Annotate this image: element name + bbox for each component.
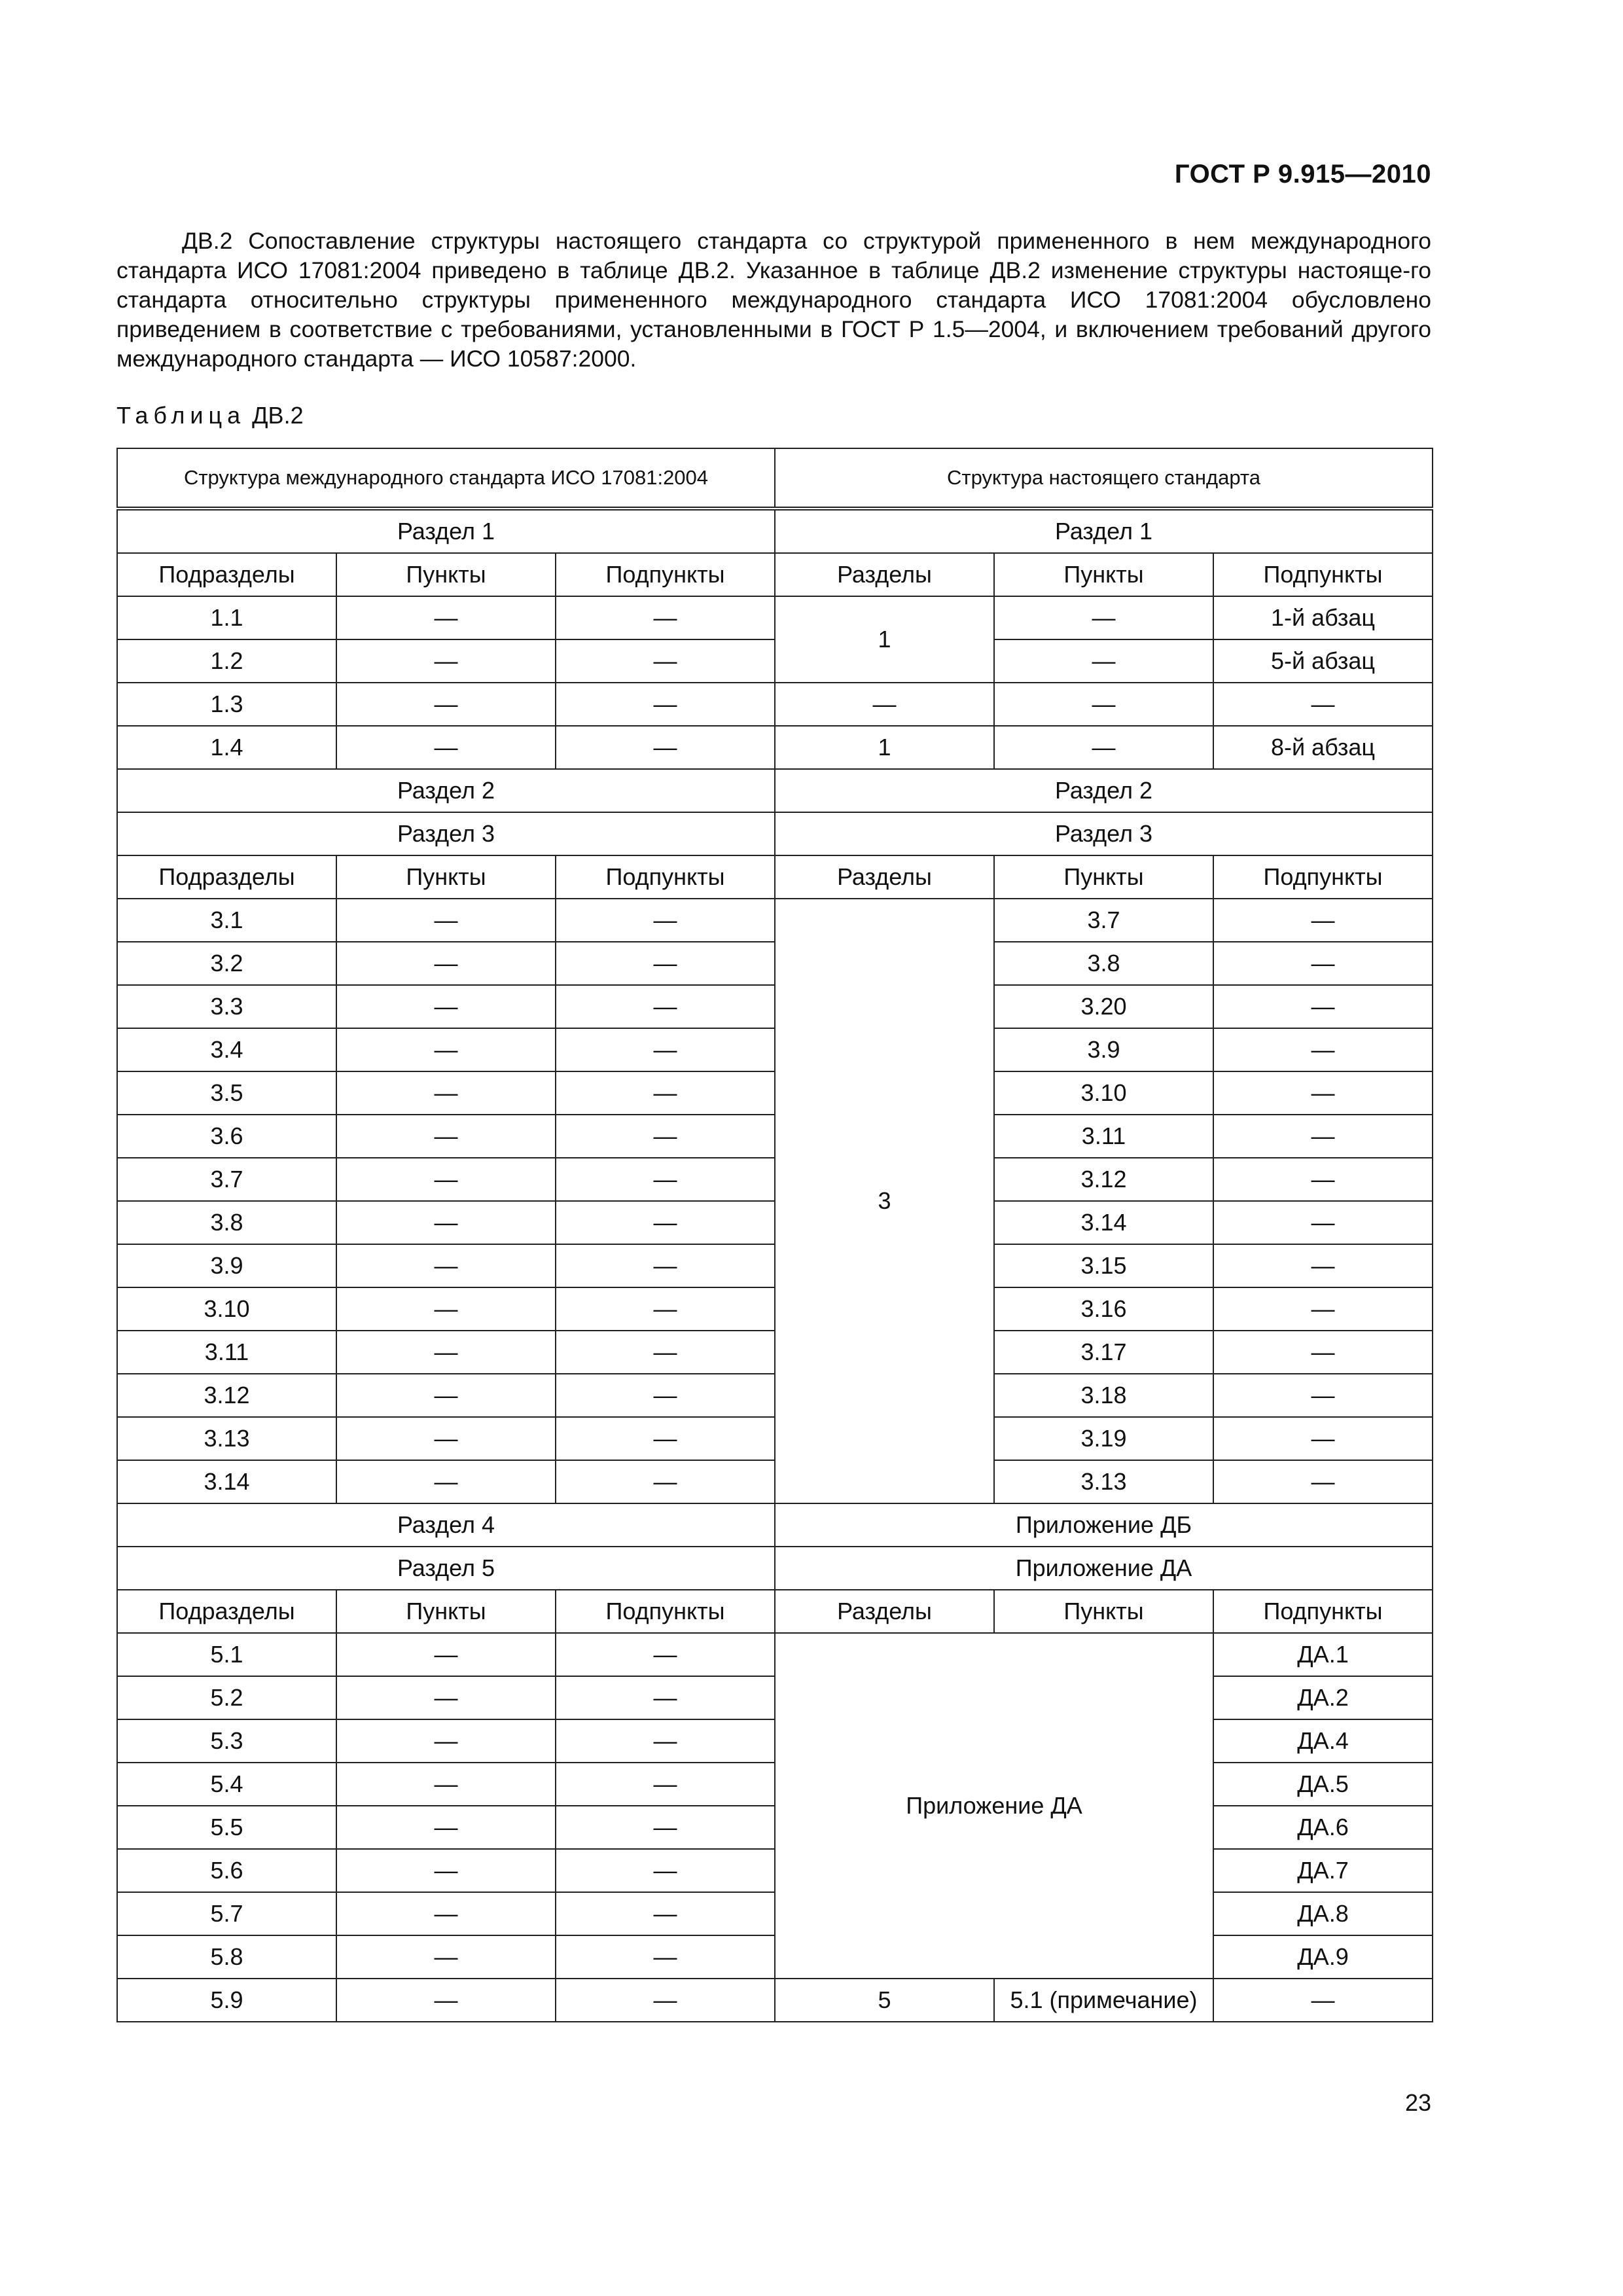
table-row bbox=[117, 1633, 1433, 1676]
cell-national-subitem: — bbox=[1213, 683, 1433, 726]
cell-national-item: — bbox=[994, 726, 1213, 769]
column-header-row bbox=[117, 553, 1433, 596]
cell-national-subitem: — bbox=[1213, 1331, 1433, 1374]
table-row bbox=[117, 683, 1433, 726]
cell-national-item: 3.13 bbox=[994, 1460, 1213, 1503]
cell-iso-subitem: — bbox=[556, 1806, 775, 1849]
cell-iso-subitem: — bbox=[556, 1158, 775, 1201]
cell-iso-item: — bbox=[336, 1676, 556, 1719]
cell-national-subitem: 1-й абзац bbox=[1213, 596, 1433, 639]
col-header-sections: Разделы bbox=[775, 855, 994, 899]
cell-national-subitem: ДА.4 bbox=[1213, 1719, 1433, 1763]
section-row bbox=[117, 1503, 1433, 1547]
cell-iso-subitem: — bbox=[556, 985, 775, 1028]
cell-iso-subitem: — bbox=[556, 1633, 775, 1676]
cell-national-subitem: ДА.8 bbox=[1213, 1892, 1433, 1935]
table-row bbox=[117, 596, 1433, 639]
cell-iso-subitem: — bbox=[556, 1460, 775, 1503]
section-title-international: Раздел 2 bbox=[117, 769, 775, 812]
cell-national-item: 5.1 (примечание) bbox=[994, 1979, 1213, 2022]
cell-national-item: 3.15 bbox=[994, 1244, 1213, 1287]
cell-iso-item: — bbox=[336, 1806, 556, 1849]
cell-national-subitem: 5-й абзац bbox=[1213, 639, 1433, 683]
cell-national-section: 3 bbox=[775, 899, 994, 1503]
cell-iso-item: — bbox=[336, 596, 556, 639]
column-header-row bbox=[117, 855, 1433, 899]
cell-iso-item: — bbox=[336, 1244, 556, 1287]
cell-iso-subitem: — bbox=[556, 1331, 775, 1374]
cell-national-subitem: ДА.7 bbox=[1213, 1849, 1433, 1892]
cell-iso-subitem: — bbox=[556, 1676, 775, 1719]
cell-iso-subitem: — bbox=[556, 1374, 775, 1417]
cell-iso-item: — bbox=[336, 985, 556, 1028]
section-title-international: Раздел 3 bbox=[117, 812, 775, 855]
cell-national-subitem: — bbox=[1213, 942, 1433, 985]
col-header-items: Пункты bbox=[336, 1590, 556, 1633]
cell-iso-item: — bbox=[336, 1331, 556, 1374]
cell-national-subitem: ДА.9 bbox=[1213, 1935, 1433, 1979]
col-header-subsections: Подразделы bbox=[117, 1590, 336, 1633]
cell-iso-subsection: 5.7 bbox=[117, 1892, 336, 1935]
cell-iso-subitem: — bbox=[556, 1115, 775, 1158]
cell-iso-item: — bbox=[336, 1201, 556, 1244]
cell-iso-subsection: 5.1 bbox=[117, 1633, 336, 1676]
header-this-standard: Структура настоящего стандарта bbox=[775, 448, 1433, 509]
cell-iso-subsection: 1.1 bbox=[117, 596, 336, 639]
cell-iso-item: — bbox=[336, 683, 556, 726]
cell-iso-subsection: 5.3 bbox=[117, 1719, 336, 1763]
cell-iso-subitem: — bbox=[556, 1201, 775, 1244]
cell-national-item: 3.14 bbox=[994, 1201, 1213, 1244]
cell-iso-item: — bbox=[336, 1158, 556, 1201]
cell-national-item: 3.16 bbox=[994, 1287, 1213, 1331]
cell-iso-subitem: — bbox=[556, 1763, 775, 1806]
col-header-subitems: Подпункты bbox=[556, 1590, 775, 1633]
cell-national-section: 1 bbox=[775, 726, 994, 769]
cell-national-subitem: — bbox=[1213, 1287, 1433, 1331]
section-row bbox=[117, 1547, 1433, 1590]
cell-iso-subitem: — bbox=[556, 639, 775, 683]
table-row bbox=[117, 726, 1433, 769]
cell-national-item: — bbox=[994, 596, 1213, 639]
col-header-subsections: Подразделы bbox=[117, 855, 336, 899]
section-title-international: Раздел 1 bbox=[117, 509, 775, 553]
cell-iso-subitem: — bbox=[556, 1892, 775, 1935]
cell-iso-subsection: 3.14 bbox=[117, 1460, 336, 1503]
section-row bbox=[117, 509, 1433, 553]
cell-iso-item: — bbox=[336, 899, 556, 942]
cell-iso-subsection: 5.9 bbox=[117, 1979, 336, 2022]
cell-iso-item: — bbox=[336, 1849, 556, 1892]
cell-iso-subsection: 3.12 bbox=[117, 1374, 336, 1417]
table-row bbox=[117, 1979, 1433, 2022]
cell-national-subitem: — bbox=[1213, 1244, 1433, 1287]
cell-iso-item: — bbox=[336, 1892, 556, 1935]
cell-iso-item: — bbox=[336, 942, 556, 985]
cell-iso-item: — bbox=[336, 1979, 556, 2022]
document-header-code: ГОСТ Р 9.915—2010 bbox=[1174, 160, 1431, 188]
table-row bbox=[117, 899, 1433, 942]
cell-national-subitem: — bbox=[1213, 1460, 1433, 1503]
cell-iso-subsection: 3.11 bbox=[117, 1331, 336, 1374]
cell-iso-subsection: 3.1 bbox=[117, 899, 336, 942]
cell-national-section: — bbox=[775, 683, 994, 726]
cell-iso-subsection: 3.13 bbox=[117, 1417, 336, 1460]
cell-national-section: 5 bbox=[775, 1979, 994, 2022]
col-header-items: Пункты bbox=[336, 855, 556, 899]
cell-iso-subsection: 1.3 bbox=[117, 683, 336, 726]
cell-iso-item: — bbox=[336, 1115, 556, 1158]
intro-text-block bbox=[116, 226, 1431, 374]
cell-national-subitem: 8-й абзац bbox=[1213, 726, 1433, 769]
col-header-sections: Разделы bbox=[775, 553, 994, 596]
cell-iso-subsection: 5.4 bbox=[117, 1763, 336, 1806]
cell-iso-item: — bbox=[336, 1935, 556, 1979]
cell-national-item: 3.11 bbox=[994, 1115, 1213, 1158]
cell-national-subitem: ДА.2 bbox=[1213, 1676, 1433, 1719]
section-title-national: Раздел 2 bbox=[775, 769, 1433, 812]
cell-iso-subsection: 3.4 bbox=[117, 1028, 336, 1071]
cell-iso-item: — bbox=[336, 1374, 556, 1417]
cell-iso-item: — bbox=[336, 1633, 556, 1676]
section-row bbox=[117, 769, 1433, 812]
cell-national-subitem: — bbox=[1213, 1979, 1433, 2022]
cell-national-subitem: — bbox=[1213, 1201, 1433, 1244]
section-title-national: Приложение ДБ bbox=[775, 1503, 1433, 1547]
cell-national-item: 3.8 bbox=[994, 942, 1213, 985]
cell-iso-subitem: — bbox=[556, 596, 775, 639]
cell-iso-subitem: — bbox=[556, 942, 775, 985]
col-header-subitems: Подпункты bbox=[556, 553, 775, 596]
table-body bbox=[117, 448, 1433, 2022]
cell-iso-subitem: — bbox=[556, 1935, 775, 1979]
col-header-sections: Разделы bbox=[775, 1590, 994, 1633]
cell-national-section-merged: Приложение ДА bbox=[775, 1633, 1213, 1979]
section-title-national: Приложение ДА bbox=[775, 1547, 1433, 1590]
section-title-national: Раздел 3 bbox=[775, 812, 1433, 855]
structure-comparison-table bbox=[116, 448, 1433, 2022]
cell-iso-subsection: 3.2 bbox=[117, 942, 336, 985]
col-header-subitems: Подпункты bbox=[1213, 553, 1433, 596]
cell-iso-subsection: 3.8 bbox=[117, 1201, 336, 1244]
cell-national-subitem: — bbox=[1213, 1115, 1433, 1158]
cell-iso-item: — bbox=[336, 1287, 556, 1331]
cell-iso-item: — bbox=[336, 1763, 556, 1806]
col-header-items: Пункты bbox=[994, 553, 1213, 596]
cell-iso-subsection: 5.6 bbox=[117, 1849, 336, 1892]
intro-paragraph: ДВ.2 Сопоставление структуры настоящего стандарта со структурой примененного в нем международного стандарта ИСО 17081:2004 приведено в таблице ДВ.2. Указанное в таблице ДВ.2 изменение структуры настояще-го стандарта относительно структуры примененного международного стандарта ИСО 17081:2004 обусловлено приведением в соответствие с требованиями, установленными в ГОСТ Р 1.5—2004, и включением требований другого международного стандарта — ИСО 10587:2000. bbox=[116, 228, 1431, 372]
cell-national-item: 3.18 bbox=[994, 1374, 1213, 1417]
table-caption bbox=[116, 402, 304, 429]
cell-iso-subitem: — bbox=[556, 1849, 775, 1892]
comparison-table-container bbox=[116, 448, 1433, 2075]
col-header-items: Пункты bbox=[994, 1590, 1213, 1633]
cell-national-subitem: — bbox=[1213, 1417, 1433, 1460]
col-header-subitems: Подпункты bbox=[1213, 1590, 1433, 1633]
cell-national-subitem: ДА.1 bbox=[1213, 1633, 1433, 1676]
cell-iso-subitem: — bbox=[556, 683, 775, 726]
cell-iso-item: — bbox=[336, 726, 556, 769]
cell-iso-subitem: — bbox=[556, 1028, 775, 1071]
cell-iso-item: — bbox=[336, 1460, 556, 1503]
cell-iso-subsection: 3.6 bbox=[117, 1115, 336, 1158]
cell-national-subitem: — bbox=[1213, 899, 1433, 942]
table-header-row bbox=[117, 448, 1433, 509]
cell-national-item: — bbox=[994, 639, 1213, 683]
cell-iso-subsection: 3.9 bbox=[117, 1244, 336, 1287]
cell-national-item: 3.10 bbox=[994, 1071, 1213, 1115]
cell-iso-item: — bbox=[336, 1028, 556, 1071]
cell-iso-subitem: — bbox=[556, 1719, 775, 1763]
cell-national-item: 3.17 bbox=[994, 1331, 1213, 1374]
cell-national-item: 3.9 bbox=[994, 1028, 1213, 1071]
cell-national-subitem: — bbox=[1213, 1028, 1433, 1071]
cell-iso-item: — bbox=[336, 1719, 556, 1763]
table-caption-id: ДВ.2 bbox=[252, 402, 304, 429]
cell-national-section: 1 bbox=[775, 596, 994, 683]
section-title-international: Раздел 4 bbox=[117, 1503, 775, 1547]
cell-national-item: — bbox=[994, 683, 1213, 726]
cell-iso-subitem: — bbox=[556, 1071, 775, 1115]
cell-national-subitem: — bbox=[1213, 1071, 1433, 1115]
col-header-items: Пункты bbox=[994, 855, 1213, 899]
cell-iso-subsection: 5.5 bbox=[117, 1806, 336, 1849]
cell-national-subitem: — bbox=[1213, 1158, 1433, 1201]
cell-iso-subsection: 5.8 bbox=[117, 1935, 336, 1979]
cell-national-item: 3.19 bbox=[994, 1417, 1213, 1460]
cell-national-subitem: — bbox=[1213, 1374, 1433, 1417]
cell-iso-subitem: — bbox=[556, 899, 775, 942]
cell-iso-subitem: — bbox=[556, 1979, 775, 2022]
col-header-items: Пункты bbox=[336, 553, 556, 596]
cell-iso-subsection: 1.2 bbox=[117, 639, 336, 683]
table-caption-word: Таблица bbox=[116, 402, 246, 429]
cell-national-item: 3.7 bbox=[994, 899, 1213, 942]
cell-iso-item: — bbox=[336, 1071, 556, 1115]
cell-national-subitem: ДА.6 bbox=[1213, 1806, 1433, 1849]
page-number: 23 bbox=[1404, 2089, 1431, 2116]
col-header-subitems: Подпункты bbox=[556, 855, 775, 899]
cell-iso-item: — bbox=[336, 639, 556, 683]
cell-iso-subsection: 3.10 bbox=[117, 1287, 336, 1331]
cell-national-item: 3.12 bbox=[994, 1158, 1213, 1201]
section-title-national: Раздел 1 bbox=[775, 509, 1433, 553]
cell-national-subitem: ДА.5 bbox=[1213, 1763, 1433, 1806]
cell-iso-item: — bbox=[336, 1417, 556, 1460]
cell-national-subitem: — bbox=[1213, 985, 1433, 1028]
cell-iso-subsection: 3.5 bbox=[117, 1071, 336, 1115]
cell-iso-subsection: 3.3 bbox=[117, 985, 336, 1028]
section-row bbox=[117, 812, 1433, 855]
cell-iso-subsection: 3.7 bbox=[117, 1158, 336, 1201]
cell-iso-subitem: — bbox=[556, 1287, 775, 1331]
cell-national-item: 3.20 bbox=[994, 985, 1213, 1028]
cell-iso-subsection: 1.4 bbox=[117, 726, 336, 769]
section-title-international: Раздел 5 bbox=[117, 1547, 775, 1590]
col-header-subsections: Подразделы bbox=[117, 553, 336, 596]
header-international-standard: Структура международного стандарта ИСО 17081:2004 bbox=[117, 448, 775, 509]
col-header-subitems: Подпункты bbox=[1213, 855, 1433, 899]
cell-iso-subsection: 5.2 bbox=[117, 1676, 336, 1719]
column-header-row bbox=[117, 1590, 1433, 1633]
cell-iso-subitem: — bbox=[556, 726, 775, 769]
cell-iso-subitem: — bbox=[556, 1417, 775, 1460]
cell-iso-subitem: — bbox=[556, 1244, 775, 1287]
